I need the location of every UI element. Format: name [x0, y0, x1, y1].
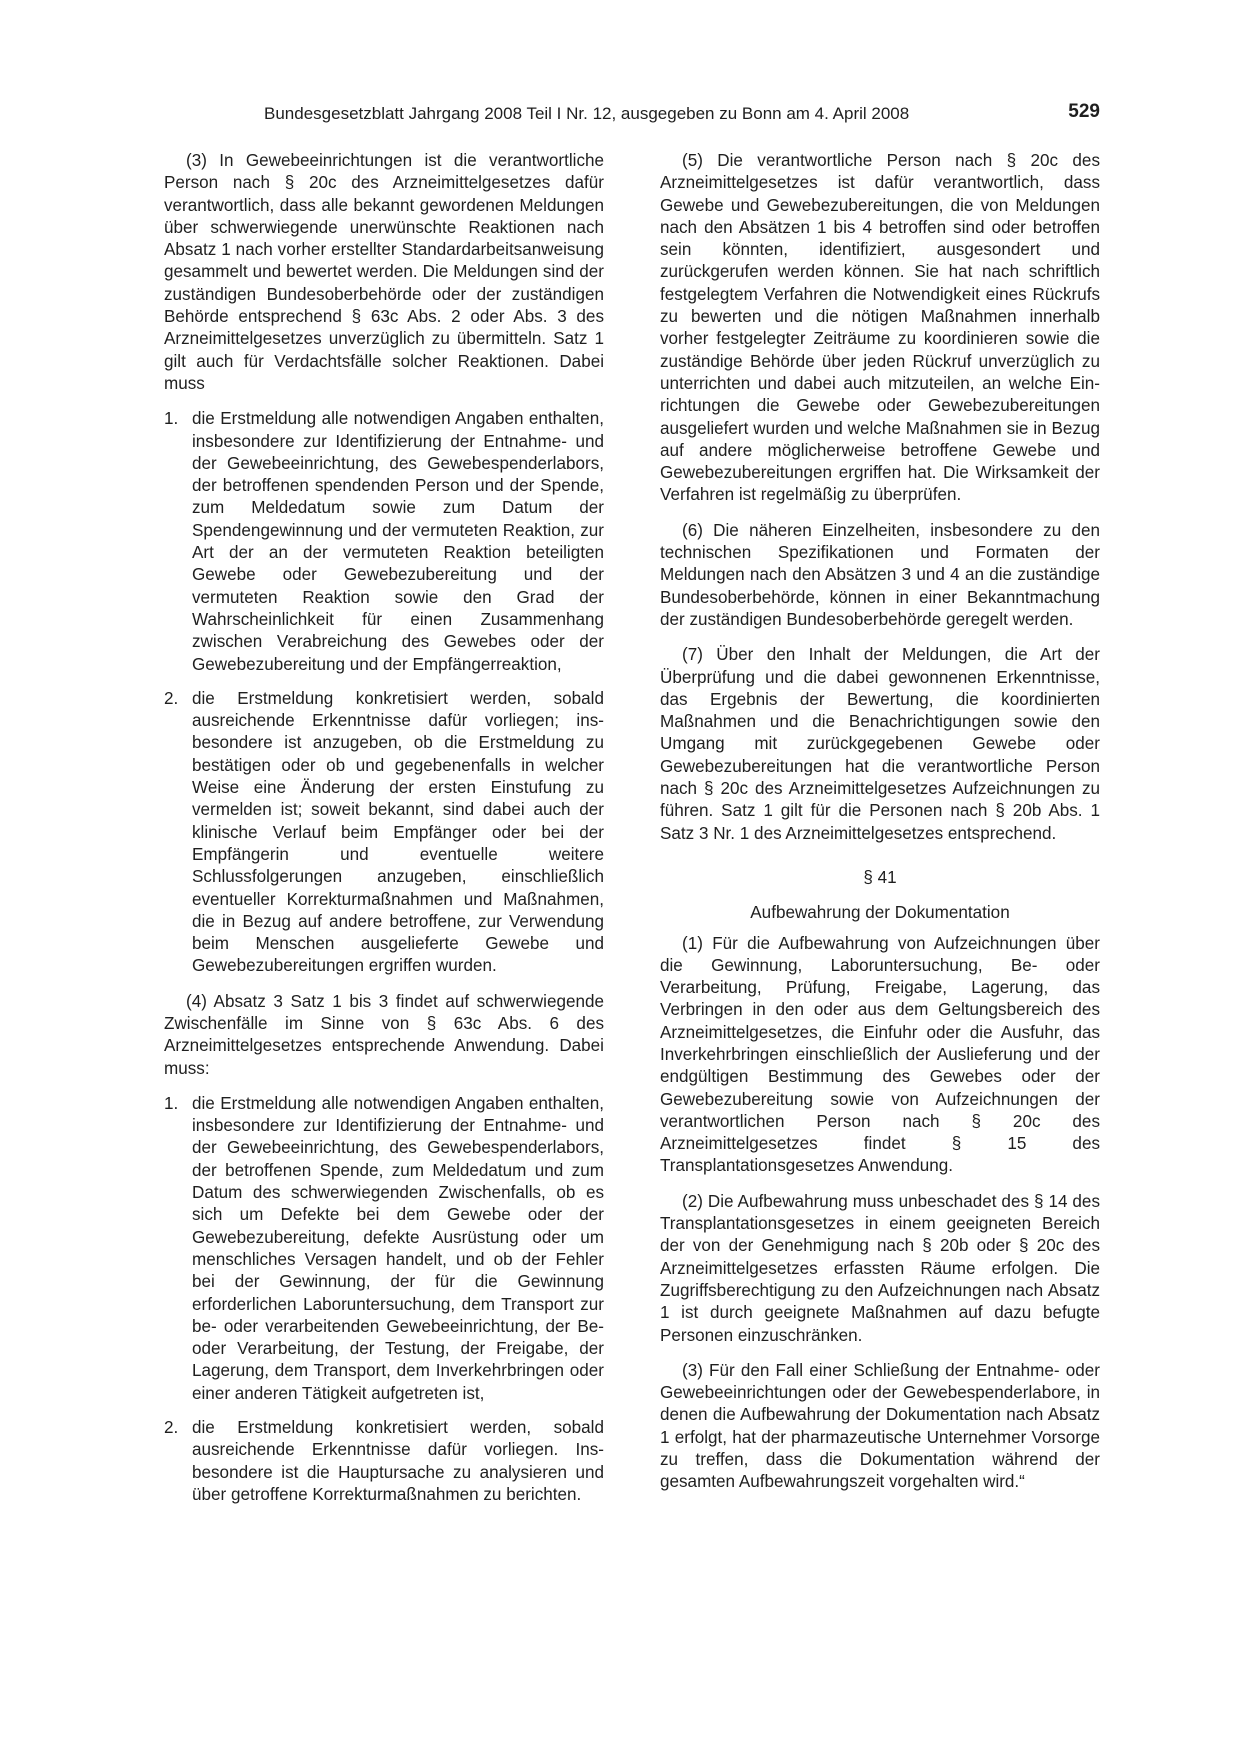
- list-item-number: 2.: [164, 688, 179, 708]
- paragraph-4: (4) Absatz 3 Satz 1 bis 3 findet auf schwerwiegende Zwischenfälle im Sinne von § 63c Abs. 6 des Arzneimittelgesetzes entsprechende Anwendung. Dabei muss:: [164, 991, 604, 1078]
- page-header: [164, 100, 1100, 128]
- section-41-paragraph-2: (2) Die Aufbewahrung muss unbeschadet des § 14 des Transplantationsgesetzes in einem geeigneten Bereich der von der Genehmigung nach § 20b oder § 20c des Arzneimittelgesetzes erfassten Räume erfolgen. Die Zugriffsberechtigung zu den Aufzeichnungen nach Absatz 1 ist durch geeignete Maßnahmen auf dazu befugte Personen einzuschränken.: [660, 1191, 1100, 1345]
- paragraph-6: (6) Die näheren Einzelheiten, insbesondere zu den technischen Spezifikationen und Formaten der Meldungen nach den Absätzen 3 und 4 an die zuständige Bundesoberbehörde, können in einer Bekanntmachung der zuständigen Bundesoberbehörde geregelt werden.: [660, 520, 1100, 629]
- section-41-paragraph-3: (3) Für den Fall einer Schließung der Entnahme- oder Gewebeeinrichtungen oder der Gewebespenderlabore, in denen die Aufbewahrung der Dokumentation nach Absatz 1 erfolgt, hat der pharmazeutische Unternehmer Vorsorge zu treffen, dass die Dokumentation während der gesamten Aufbewahrungszeit vorgehalten wird.“: [660, 1360, 1100, 1492]
- section-number: § 41: [863, 867, 897, 887]
- list-item: [164, 408, 604, 676]
- list-item-text: die Erstmeldung konkretisiert werden, sobald ausreichende Erkenntnisse dafür vorliegen. Insbesondere ist die Hauptursache zu analysieren und über getroffene Korrekturmaßnahmen zu berichten.: [192, 1418, 604, 1504]
- paragraph-3-list: [164, 408, 604, 977]
- paragraph-7: (7) Über den Inhalt der Meldungen, die Art der Überprüfung und die dabei gewonnenen Erkenntnisse, das Ergebnis der Bewertung, die koordinierten Maßnahmen und die Benachrichtigungen sowie den Umgang mit zurückgegebenen Gewebe oder Gewebezubereitungen hat die verantwortliche Person nach § 20c des Arzneimittelgesetzes Aufzeichnungen zu führen. Satz 1 gilt für die Personen nach § 20b Abs. 1 Satz 3 Nr. 1 des Arzneimittelgesetzes entsprechend.: [660, 645, 1100, 843]
- list-item: [164, 688, 604, 978]
- list-item-number: 1.: [164, 409, 179, 429]
- section-41-paragraph-1: (1) Für die Aufbewahrung von Aufzeichnungen über die Gewinnung, Laboruntersuchung, Be- oder Verarbeitung, Prüfung, Freigabe, Lagerung, das Verbringen in den oder aus dem Geltungsbereich des Arzneimittelgesetzes, die Einfuhr oder die Ausfuhr, das Inverkehrbringen einschließlich der Auslieferung und der endgültigen Bestimmung des Gewebes oder der Gewebezubereitung sowie von Aufzeichnungen der verantwortlichen Person nach § 20c des Arzneimittelgesetzes findet § 15 des Transplantationsgesetzes Anwendung.: [660, 933, 1100, 1176]
- list-item: [164, 1093, 604, 1405]
- left-column: [164, 150, 604, 1519]
- section-title: Aufbewahrung der Dokumentation: [750, 903, 1010, 923]
- paragraph-3: (3) In Gewebeeinrichtungen ist die verantwortliche Person nach § 20c des Arzneimittelgesetzes dafür verantwortlich, dass alle bekannt gewordenen Meldungen über schwerwiegende unerwünschte Reaktionen nach Absatz 1 nach vorher erstellter Standardarbeitsanweisung gesammelt und bewertet werden. Die Meldungen sind der zuständigen Bundesoberbehörde oder der zuständigen Behörde entsprechend § 63c Abs. 2 oder Abs. 3 des Arzneimittelgesetzes unverzüglich zu übermitteln. Satz 1 gilt auch für Verdachtsfälle solcher Reaktionen. Dabei muss: [164, 151, 604, 393]
- list-item: [164, 1417, 604, 1506]
- list-item-text: die Erstmeldung alle notwendigen Angaben enthalten, insbesondere zur Identifizierung der Entnahme- und der Gewebeeinrichtung, des Gewebespenderlabors, der betroffenen Spende, zum Meldedatum und zum Datum des schwerwiegenden Zwischenfalls, ob es sich um Defekte bei dem Gewebe oder der Gewebezubereitung, defekte Ausrüstung oder um menschliches Versagen handelt, und ob der Fehler bei der Gewinnung, der für die Gewinnung erforderlichen Laboruntersuchung, dem Transport zur be- oder verarbeitenden Gewebeeinrichtung, der Be- oder Verarbeitung, der Testung, der Freigabe, der Lagerung, dem Transport, dem Inverkehrbringen oder einer anderen Tätigkeit aufgetreten ist,: [192, 1093, 604, 1403]
- list-item-number: 1.: [164, 1093, 179, 1113]
- right-column: [660, 150, 1100, 1507]
- page-number: 529: [1068, 101, 1100, 122]
- list-item-text: die Erstmeldung alle notwendigen Angaben enthalten, insbesondere zur Identifizierung der Entnahme- und der Gewebeeinrichtung, des Gewebespenderlabors, der betroffenen spendenden Person und der Spende, zum Meldedatum sowie zum Datum der Spendengewinnung und der vermuteten Reaktion, zur Art der an der vermuteten Reaktion beteiligten Gewebe oder Gewebezubereitung und der vermuteten Reaktion sowie den Grad der Wahrscheinlichkeit für einen Zusammenhang zwischen Verabreichung des Gewebes oder der Gewebezubereitung und der Empfängerreaktion,: [192, 409, 604, 674]
- paragraph-4-list: [164, 1093, 604, 1506]
- list-item-number: 2.: [164, 1418, 179, 1438]
- list-item-text: die Erstmeldung konkretisiert werden, sobald ausreichende Erkenntnisse dafür vorliegen; insbesondere ist anzugeben, ob die Erstmeldung zu bestätigen oder ob und gegebenenfalls in welcher Weise eine Änderung der ersten Einstufung zu vermelden ist; soweit bekannt, sind dabei auch der klinische Verlauf beim Empfänger oder bei der Empfängerin und eventuelle weitere Schlussfolgerungen anzugeben, einschließlich eventueller Korrekturmaßnahmen und Maßnahmen, die in Bezug auf andere betroffene, zur Verwendung beim Menschen ausgelieferte Gewebe und Gewebezubereitungen ergriffen wurden.: [192, 688, 604, 976]
- paragraph-5: (5) Die verantwortliche Person nach § 20c des Arzneimittelgesetzes ist dafür verantwortlich, dass Gewebe und Gewebezubereitungen, die von Meldungen nach den Absätzen 1 bis 4 betroffen sind oder betroffen sein könnten, identifiziert, ausgesondert und zurückgerufen werden können. Sie hat nach schriftlich festgelegtem Verfahren die Notwendigkeit eines Rückrufs zu bewerten und die nötigen Maßnahmen innerhalb vorher festgelegter Zeiträume zu koordinieren sowie die zuständige Behörde über jeden Rückruf unverzüglich zu unterrichten und dabei auch mitzuteilen, an welche Einrichtungen die Gewebe oder Gewebezubereitungen ausgeliefert wurden und welche Maßnahmen sie in Bezug auf andere möglicherweise betroffene Gewebe und Gewebezubereitungen ergriffen hat. Die Wirksamkeit der Verfahren ist regelmäßig zu überprüfen.: [660, 151, 1100, 505]
- running-title: Bundesgesetzblatt Jahrgang 2008 Teil I Nr. 12, ausgegeben zu Bonn am 4. April 2008: [264, 104, 910, 123]
